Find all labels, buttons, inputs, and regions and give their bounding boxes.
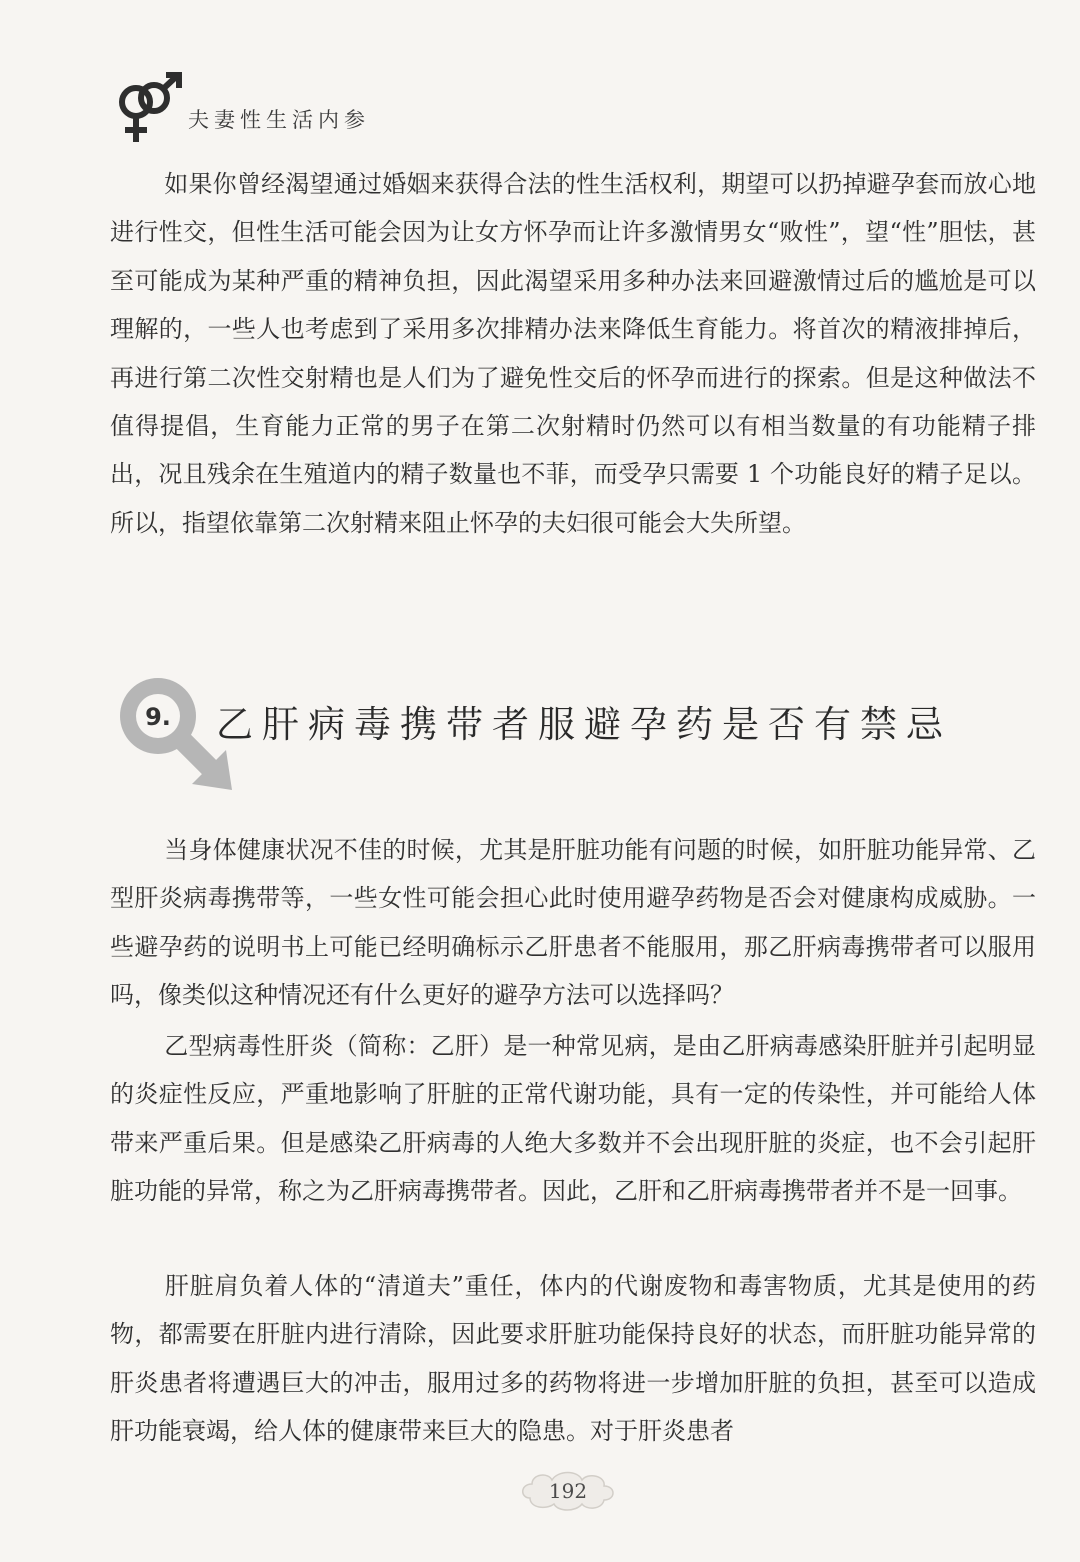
body-paragraph-2 xyxy=(110,826,1036,1020)
running-header-title: 夫妻性生活内参 xyxy=(188,108,370,132)
section-title: 乙肝病毒携带者服避孕药是否有禁忌 xyxy=(216,703,952,746)
section-number: 9. xyxy=(145,703,171,731)
paragraph-text: 乙型病毒性肝炎（简称：乙肝）是一种常见病，是由乙肝病毒感染肝脏并引起明显的炎症性反应，严重地影响了肝脏的正常代谢功能，具有一定的传染性，并可能给人体带来严重后果。但是感染乙肝病毒的人绝大多数并不会出现肝脏的炎症，也不会引起肝脏功能的异常，称之为乙肝病毒携带者。因此，乙肝和乙肝病毒携带者并不是一回事。 xyxy=(110,1032,1036,1206)
paragraph-text: 肝脏肩负着人体的“清道夫”重任，体内的代谢废物和毒害物质，尤其是使用的药物，都需要在肝脏内进行清除，因此要求肝脏功能保持良好的状态，而肝脏功能异常的肝炎患者将遭遇巨大的冲击，服用过多的药物将进一步增加肝脏的负担，甚至可以造成肝功能衰竭，给人体的健康带来巨大的隐患。对于肝炎患者 xyxy=(110,1272,1036,1446)
body-paragraph-1 xyxy=(110,160,1036,547)
page-number: 192 xyxy=(548,1479,588,1503)
body-paragraph-3 xyxy=(110,1022,1036,1216)
body-paragraph-4 xyxy=(110,1262,1036,1456)
paragraph-text: 当身体健康状况不佳的时候，尤其是肝脏功能有问题的时候，如肝脏功能异常、乙型肝炎病毒携带等，一些女性可能会担心此时使用避孕药物是否会对健康构成威胁。一些避孕药的说明书上可能已经明确标示乙肝患者不能服用，那乙肝病毒携带者可以服用吗，像类似这种情况还有什么更好的避孕方法可以选择吗？ xyxy=(110,836,1036,1010)
page-number-badge xyxy=(516,1468,620,1514)
gender-symbols-icon xyxy=(104,70,194,150)
paragraph-text: 如果你曾经渴望通过婚姻来获得合法的性生活权利，期望可以扔掉避孕套而放心地进行性交，但性生活可能会因为让女方怀孕而让许多激情男女“败性”，望“性”胆怯，甚至可能成为某种严重的精神负担，因此渴望采用多种办法来回避激情过后的尴尬是可以理解的，一些人也考虑到了采用多次排精办法来降低生育能力。将首次的精液排掉后，再进行第二次性交射精也是人们为了避免性交后的怀孕而进行的探索。但是这种做法不值得提倡，生育能力正常的男子在第二次射精时仍然可以有相当数量的有功能精子排出，况且残余在生殖道内的精子数量也不菲，而受孕只需要 1 个功能良好的精子足以。所以，指望依靠第二次射精来阻止怀孕的夫妇很可能会大失所望。 xyxy=(110,170,1036,537)
